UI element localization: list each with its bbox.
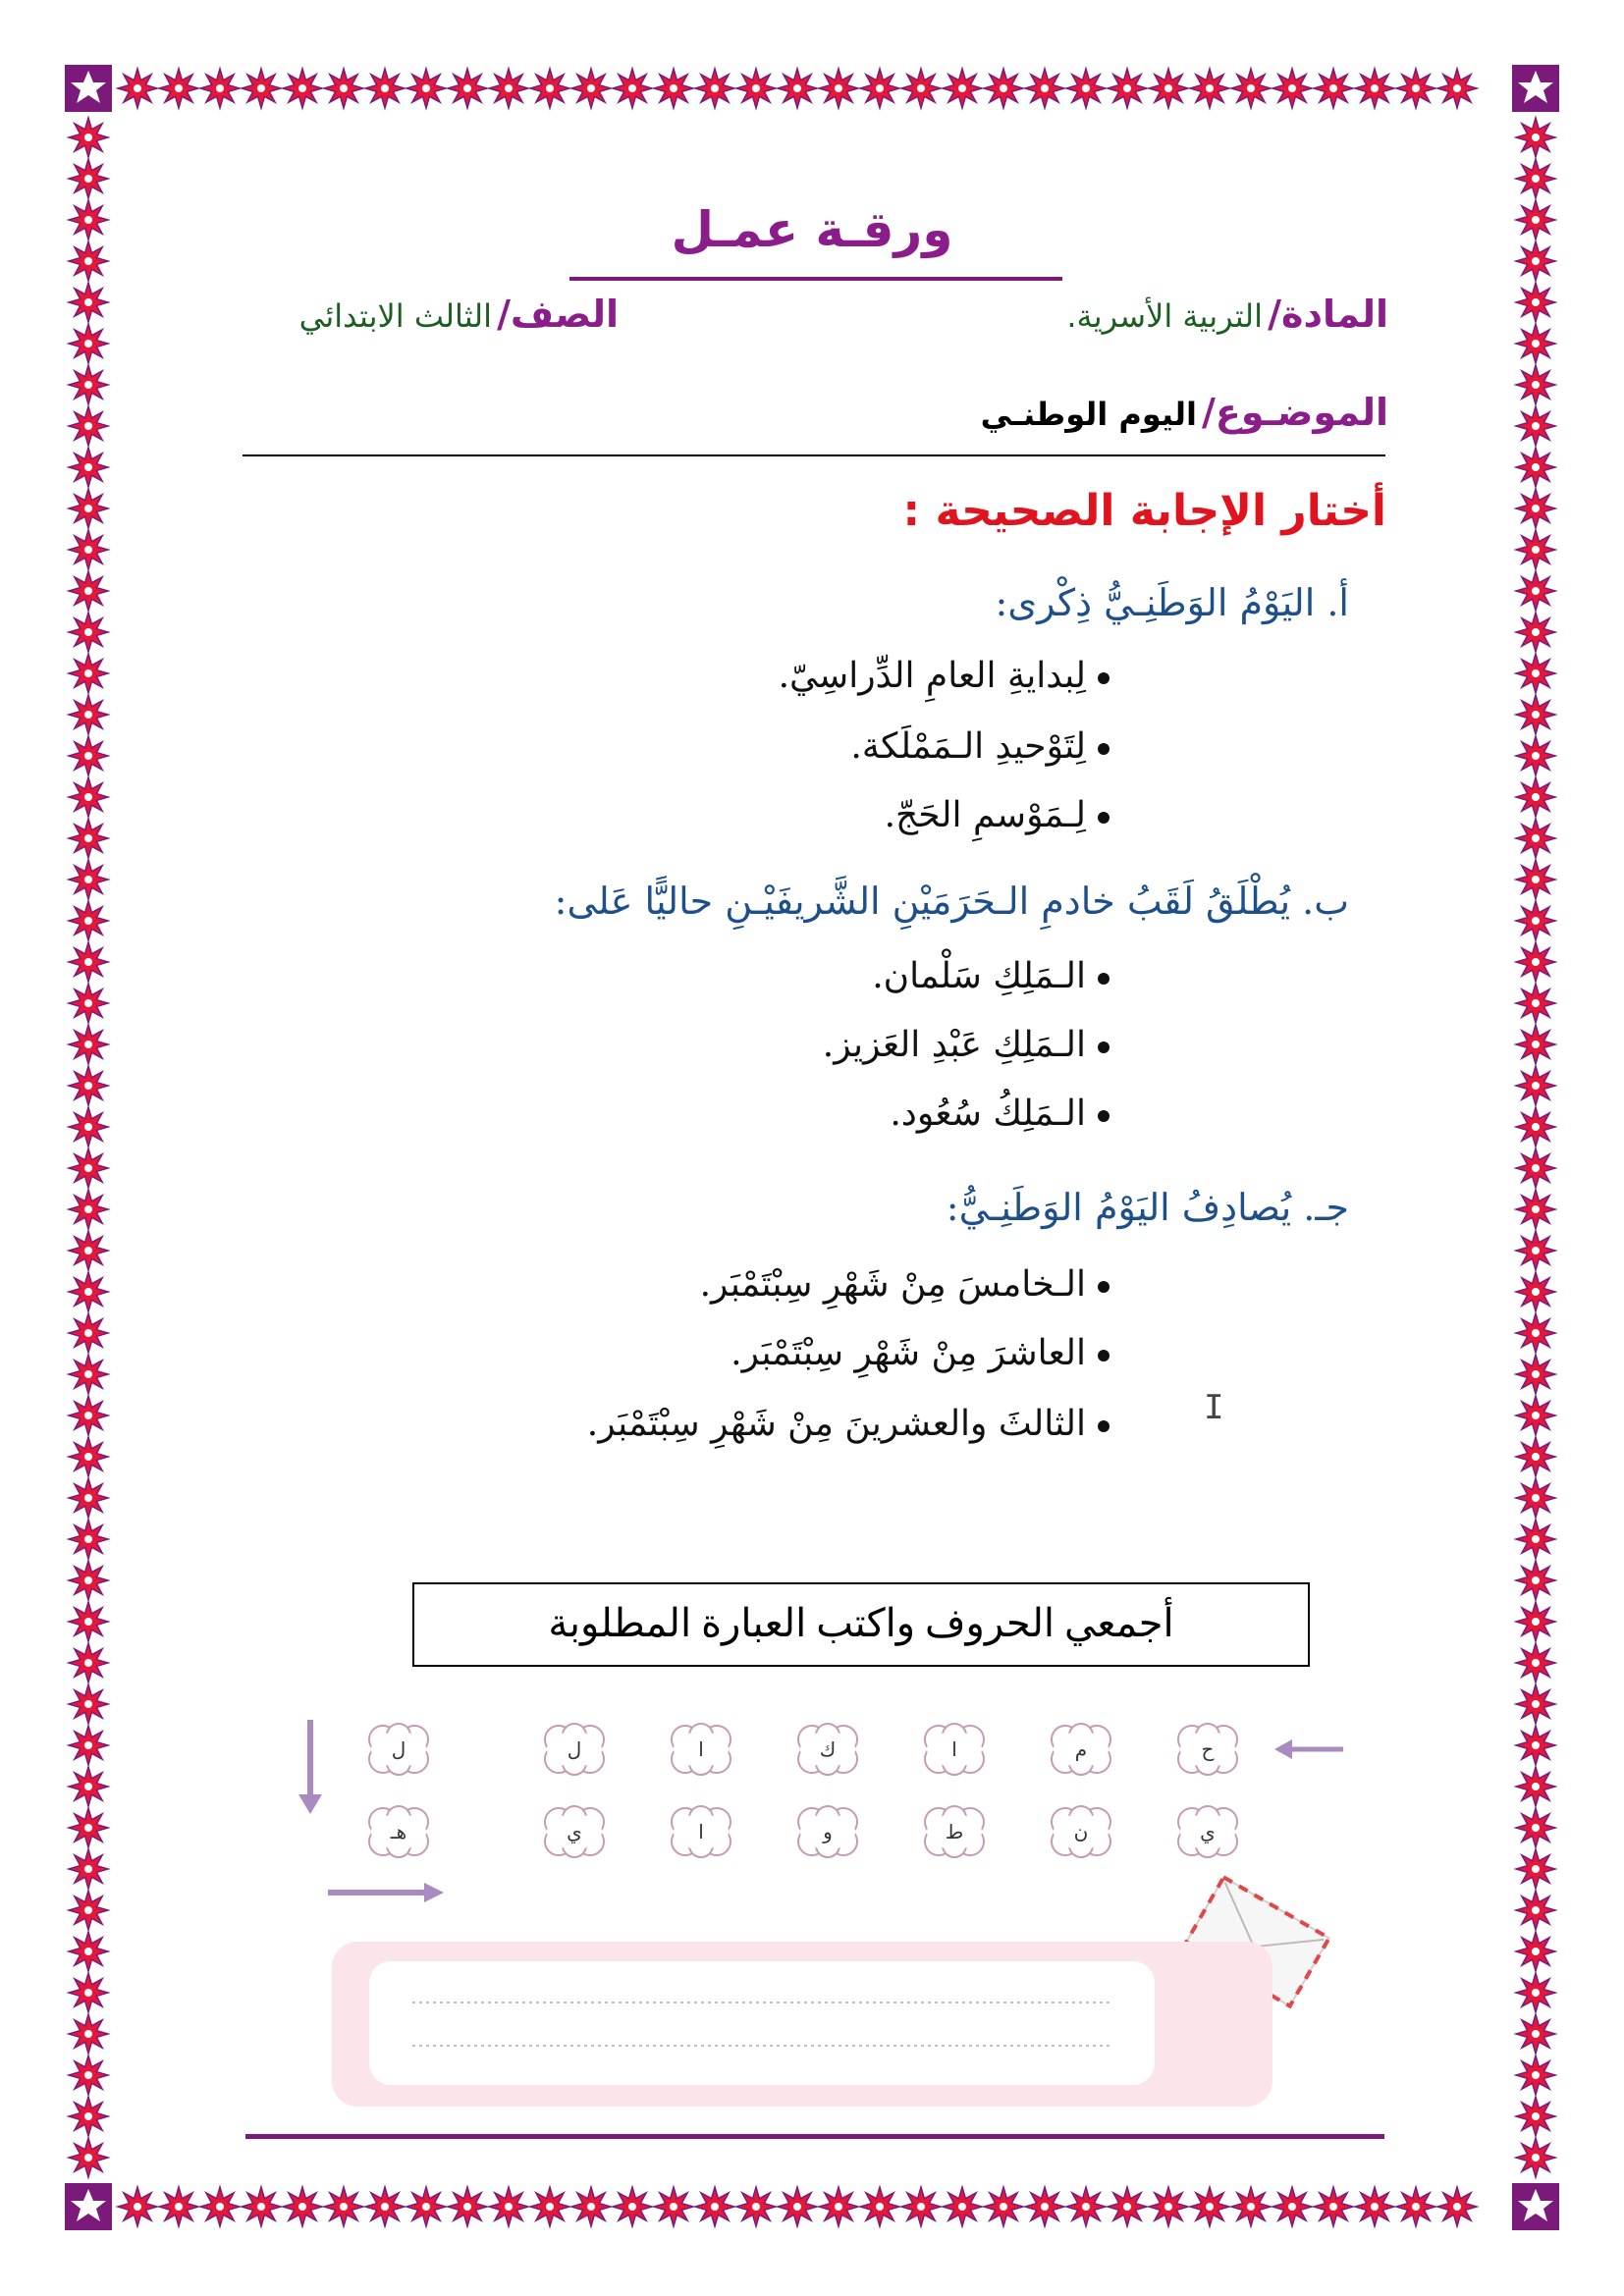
star-border-icon — [69, 1767, 108, 1806]
star-border-icon — [1516, 1396, 1555, 1435]
letter-text: و — [823, 1820, 833, 1843]
star-border-icon — [406, 69, 446, 108]
star-border-icon — [69, 1437, 108, 1476]
option-text: لِتَوْحيدِ الـمَمْلَكة. — [850, 726, 1086, 767]
letter-text: ا — [951, 1737, 957, 1761]
exercise-instruction-box: أجمعي الحروف واكتب العبارة المطلوبة — [412, 1582, 1310, 1667]
star-border-icon — [1516, 1726, 1555, 1765]
topic-label: الموضـوع/ — [1202, 391, 1388, 434]
star-border-icon — [654, 2187, 693, 2226]
star-border-icon — [1272, 69, 1312, 108]
star-border-icon — [69, 1520, 108, 1559]
text-cursor-icon: I — [1204, 1388, 1224, 1427]
star-border-icon — [695, 2187, 734, 2226]
star-border-icon — [365, 69, 405, 108]
star-border-icon — [1516, 901, 1555, 940]
star-border-icon — [200, 2187, 240, 2226]
star-border-icon — [1516, 654, 1555, 693]
star-border-icon — [69, 2056, 108, 2095]
star-border-icon — [1355, 2187, 1394, 2226]
star-border-icon — [1190, 2187, 1229, 2226]
star-border-icon — [159, 69, 198, 108]
star-border-icon — [1516, 118, 1555, 157]
star-border-icon — [1066, 69, 1106, 108]
star-border-icon — [860, 69, 899, 108]
star-border-icon — [1190, 69, 1229, 108]
star-border-icon — [1516, 1148, 1555, 1188]
star-border-icon — [69, 365, 108, 404]
star-border-icon — [1516, 1767, 1555, 1806]
letter-flower — [792, 1722, 863, 1777]
star-border-icon — [69, 819, 108, 858]
letter-text: ن — [1073, 1820, 1089, 1843]
star-border-icon — [778, 69, 817, 108]
star-border-icon — [69, 571, 108, 611]
option-c3 — [587, 1404, 1110, 1444]
corner-star-icon — [1512, 2183, 1559, 2230]
star-border-icon — [69, 2014, 108, 2054]
star-border-icon — [984, 69, 1023, 108]
star-border-icon — [69, 448, 108, 487]
bullet-icon — [1098, 1110, 1110, 1122]
star-border-icon — [1516, 1932, 1555, 1971]
star-border-icon — [1516, 2056, 1555, 2095]
star-border-icon — [1516, 324, 1555, 363]
star-border-icon — [1516, 1602, 1555, 1641]
star-border-icon — [1066, 2187, 1106, 2226]
option-b2 — [823, 1025, 1110, 1065]
star-border-icon — [613, 2187, 652, 2226]
option-text: لِبدايةِ العامِ الدِّراسِيّ. — [778, 656, 1086, 696]
question-a: أ. اليَوْمُ الوَطَنِـيُّ ذِكْرى: — [995, 581, 1349, 624]
subject-row — [1066, 293, 1388, 336]
star-border-icon — [1516, 489, 1555, 528]
star-border-icon — [69, 860, 108, 899]
letter-flower — [919, 1722, 990, 1777]
star-border-icon — [118, 69, 157, 108]
title-underline — [569, 277, 1062, 281]
letter-flower — [363, 1722, 434, 1777]
option-a2 — [850, 726, 1110, 767]
star-border-icon — [1516, 942, 1555, 982]
letter-text: ط — [945, 1820, 964, 1843]
option-b1 — [872, 956, 1110, 996]
star-border-icon — [1516, 860, 1555, 899]
star-border-icon — [69, 1231, 108, 1270]
star-border-icon — [69, 1066, 108, 1105]
star-border-icon — [1516, 283, 1555, 322]
star-border-icon — [530, 2187, 569, 2226]
bullet-icon — [1098, 812, 1110, 824]
star-border-icon — [1516, 1478, 1555, 1518]
star-border-icon — [1516, 1231, 1555, 1270]
star-border-icon — [200, 69, 240, 108]
star-border-icon — [69, 1107, 108, 1147]
option-text: العاشرَ مِنْ شَهْرِ سِبْتَمْبَر. — [731, 1333, 1086, 1373]
star-border-icon — [365, 2187, 405, 2226]
star-border-icon — [69, 489, 108, 528]
star-border-icon — [69, 1561, 108, 1600]
star-border-icon — [69, 283, 108, 322]
star-border-icon — [654, 69, 693, 108]
star-border-icon — [69, 1643, 108, 1682]
star-border-icon — [1516, 1437, 1555, 1476]
star-border-icon — [778, 2187, 817, 2226]
bullet-icon — [1098, 1420, 1110, 1432]
star-border-icon — [118, 2187, 157, 2226]
star-border-icon — [1396, 69, 1435, 108]
star-border-icon — [1516, 1891, 1555, 1930]
star-border-icon — [695, 69, 734, 108]
option-text: الثالثَ والعشرينَ مِنْ شَهْرِ سِبْتَمْبَر. — [586, 1404, 1086, 1444]
star-border-icon — [69, 118, 108, 157]
star-border-icon — [69, 942, 108, 982]
letter-flower — [792, 1804, 863, 1859]
star-border-icon — [69, 2097, 108, 2136]
star-border-icon — [1437, 2187, 1477, 2226]
arrow-right-icon — [328, 1883, 444, 1902]
subject-value: التربية الأسرية. — [1066, 297, 1264, 335]
star-border-icon — [69, 1849, 108, 1889]
star-border-icon — [736, 69, 776, 108]
star-border-icon — [1516, 1025, 1555, 1064]
bullet-icon — [1098, 1350, 1110, 1362]
star-border-icon — [613, 69, 652, 108]
bullet-icon — [1098, 1281, 1110, 1293]
letter-flower — [1172, 1804, 1243, 1859]
star-border-icon — [69, 1891, 108, 1930]
letter-flower — [539, 1804, 610, 1859]
star-border-icon — [1516, 613, 1555, 652]
star-border-icon — [1516, 1190, 1555, 1229]
star-border-icon — [69, 1025, 108, 1064]
letter-text: ح — [1201, 1737, 1215, 1761]
star-border-icon — [324, 69, 363, 108]
star-border-icon — [1516, 571, 1555, 611]
star-border-icon — [448, 2187, 487, 2226]
letter-flower — [666, 1722, 736, 1777]
star-border-icon — [901, 2187, 941, 2226]
option-a3 — [885, 795, 1110, 835]
bullet-icon — [1098, 743, 1110, 755]
letter-text: ل — [391, 1737, 406, 1761]
star-border-icon — [69, 1932, 108, 1971]
star-border-icon — [860, 2187, 899, 2226]
letter-text: م — [1074, 1737, 1088, 1761]
star-border-icon — [69, 1602, 108, 1641]
star-border-icon — [571, 69, 611, 108]
option-text: الـمَلِكِ سَلْمان. — [872, 956, 1086, 996]
star-border-icon — [1516, 530, 1555, 569]
arrow-down-icon — [298, 1720, 322, 1814]
star-border-icon — [1231, 69, 1271, 108]
star-border-icon — [819, 69, 858, 108]
star-border-icon — [1516, 1272, 1555, 1311]
star-border-icon — [736, 2187, 776, 2226]
star-border-icon — [901, 69, 941, 108]
star-border-icon — [1025, 2187, 1064, 2226]
question-c: جـ. يُصادِفُ اليَوْمُ الوَطَنِـيُّ: — [946, 1186, 1349, 1229]
letter-text: ي — [1200, 1820, 1216, 1843]
star-border-icon — [69, 1808, 108, 1847]
letter-text: ا — [698, 1820, 704, 1843]
star-border-icon — [1516, 2138, 1555, 2177]
option-text: لِـمَوْسمِ الحَجّ. — [884, 795, 1086, 835]
star-border-icon — [69, 1684, 108, 1724]
star-border-icon — [324, 2187, 363, 2226]
letter-text: ي — [567, 1820, 582, 1843]
header-divider — [243, 454, 1385, 456]
star-border-icon — [1516, 1520, 1555, 1559]
option-text: الـخامسَ مِنْ شَهْرِ سِبْتَمْبَر. — [699, 1264, 1086, 1305]
option-c1 — [700, 1264, 1110, 1305]
star-border-icon — [69, 159, 108, 198]
star-border-icon — [943, 2187, 982, 2226]
star-border-icon — [69, 777, 108, 817]
star-border-icon — [1516, 159, 1555, 198]
star-border-icon — [69, 1272, 108, 1311]
footer-divider — [245, 2134, 1384, 2139]
corner-star-icon — [65, 65, 112, 112]
star-border-icon — [69, 736, 108, 775]
star-border-icon — [159, 2187, 198, 2226]
star-border-icon — [69, 1973, 108, 2012]
star-border-icon — [1314, 69, 1353, 108]
star-border-icon — [530, 69, 569, 108]
star-border-icon — [1516, 695, 1555, 734]
letter-flower — [1046, 1722, 1116, 1777]
letter-text: هـ — [390, 1820, 407, 1843]
star-border-icon — [1516, 1355, 1555, 1394]
star-border-icon — [448, 69, 487, 108]
star-border-icon — [1516, 1684, 1555, 1724]
star-border-icon — [69, 901, 108, 940]
star-border-icon — [69, 1148, 108, 1188]
grade-row — [299, 293, 619, 336]
star-border-icon — [1516, 406, 1555, 446]
star-border-icon — [69, 324, 108, 363]
star-border-icon — [69, 654, 108, 693]
star-border-icon — [1149, 69, 1188, 108]
star-border-icon — [984, 2187, 1023, 2226]
star-border-icon — [242, 2187, 281, 2226]
instruction-heading: أختار الإجابة الصحيحة : — [902, 486, 1386, 536]
letter-text: ك — [819, 1737, 837, 1761]
star-border-icon — [69, 613, 108, 652]
corner-star-icon — [65, 2183, 112, 2230]
star-border-icon — [1272, 2187, 1312, 2226]
star-border-icon — [1149, 2187, 1188, 2226]
star-border-icon — [1516, 984, 1555, 1023]
topic-row — [981, 391, 1388, 434]
star-border-icon — [489, 2187, 528, 2226]
star-border-icon — [1516, 2097, 1555, 2136]
star-border-icon — [69, 1396, 108, 1435]
letter-flower — [363, 1804, 434, 1859]
topic-value: اليوم الوطنـي — [980, 396, 1197, 433]
letter-flower — [919, 1804, 990, 1859]
star-border-icon — [1516, 1561, 1555, 1600]
star-border-icon — [69, 1190, 108, 1229]
star-border-icon — [1516, 365, 1555, 404]
grade-value: الثالث الابتدائي — [298, 297, 493, 335]
star-border-icon — [406, 2187, 446, 2226]
bullet-icon — [1098, 672, 1110, 684]
letter-text: ل — [567, 1737, 582, 1761]
star-border-icon — [69, 1355, 108, 1394]
star-border-icon — [943, 69, 982, 108]
star-border-icon — [1314, 2187, 1353, 2226]
option-text: الـمَلِكِ عَبْدِ العَزيز. — [822, 1025, 1086, 1065]
star-border-icon — [69, 2138, 108, 2177]
arrow-left-icon — [1274, 1739, 1343, 1759]
star-border-icon — [242, 69, 281, 108]
letter-flower — [539, 1722, 610, 1777]
letter-text: ا — [698, 1737, 704, 1761]
star-border-icon — [283, 2187, 322, 2226]
star-border-icon — [1516, 736, 1555, 775]
star-border-icon — [1396, 2187, 1435, 2226]
option-c2 — [731, 1333, 1110, 1373]
option-b3 — [890, 1094, 1110, 1134]
star-border-icon — [1516, 1107, 1555, 1147]
star-border-icon — [1108, 69, 1147, 108]
star-border-icon — [69, 984, 108, 1023]
star-border-icon — [69, 695, 108, 734]
star-border-icon — [489, 69, 528, 108]
letter-flower — [666, 1804, 736, 1859]
star-border-icon — [1025, 69, 1064, 108]
subject-label: المادة/ — [1268, 293, 1388, 336]
star-border-icon — [1108, 2187, 1147, 2226]
star-border-icon — [69, 1726, 108, 1765]
letter-flower — [1046, 1804, 1116, 1859]
corner-star-icon — [1512, 65, 1559, 112]
star-border-icon — [1516, 2014, 1555, 2054]
bullet-icon — [1098, 973, 1110, 985]
star-border-icon — [1516, 819, 1555, 858]
star-border-icon — [1516, 1808, 1555, 1847]
star-border-icon — [1437, 69, 1477, 108]
option-text: الـمَلِكُ سُعُود. — [890, 1094, 1086, 1134]
star-border-icon — [819, 2187, 858, 2226]
star-border-icon — [69, 1313, 108, 1353]
star-border-icon — [283, 69, 322, 108]
star-border-icon — [1516, 777, 1555, 817]
star-border-icon — [1231, 2187, 1271, 2226]
star-border-icon — [69, 1478, 108, 1518]
grade-label: الصف/ — [497, 293, 619, 336]
star-border-icon — [1355, 69, 1394, 108]
option-a1 — [779, 656, 1110, 696]
letter-flower — [1172, 1722, 1243, 1777]
star-border-icon — [1516, 1849, 1555, 1889]
page-title: ورقـة عمـل — [671, 201, 953, 258]
star-border-icon — [69, 406, 108, 446]
star-border-icon — [1516, 1313, 1555, 1353]
star-border-icon — [1516, 1973, 1555, 2012]
star-border-icon — [1516, 1643, 1555, 1682]
star-border-icon — [1516, 1066, 1555, 1105]
star-border-icon — [69, 530, 108, 569]
answer-card — [332, 1942, 1272, 2107]
star-border-icon — [1516, 448, 1555, 487]
bullet-icon — [1098, 1041, 1110, 1053]
star-border-icon — [571, 2187, 611, 2226]
question-b: ب. يُطْلَقُ لَقَبُ خادمِ الـحَرَمَيْنِ الشَّريفَيْـنِ حاليًّا عَلى: — [554, 880, 1349, 923]
